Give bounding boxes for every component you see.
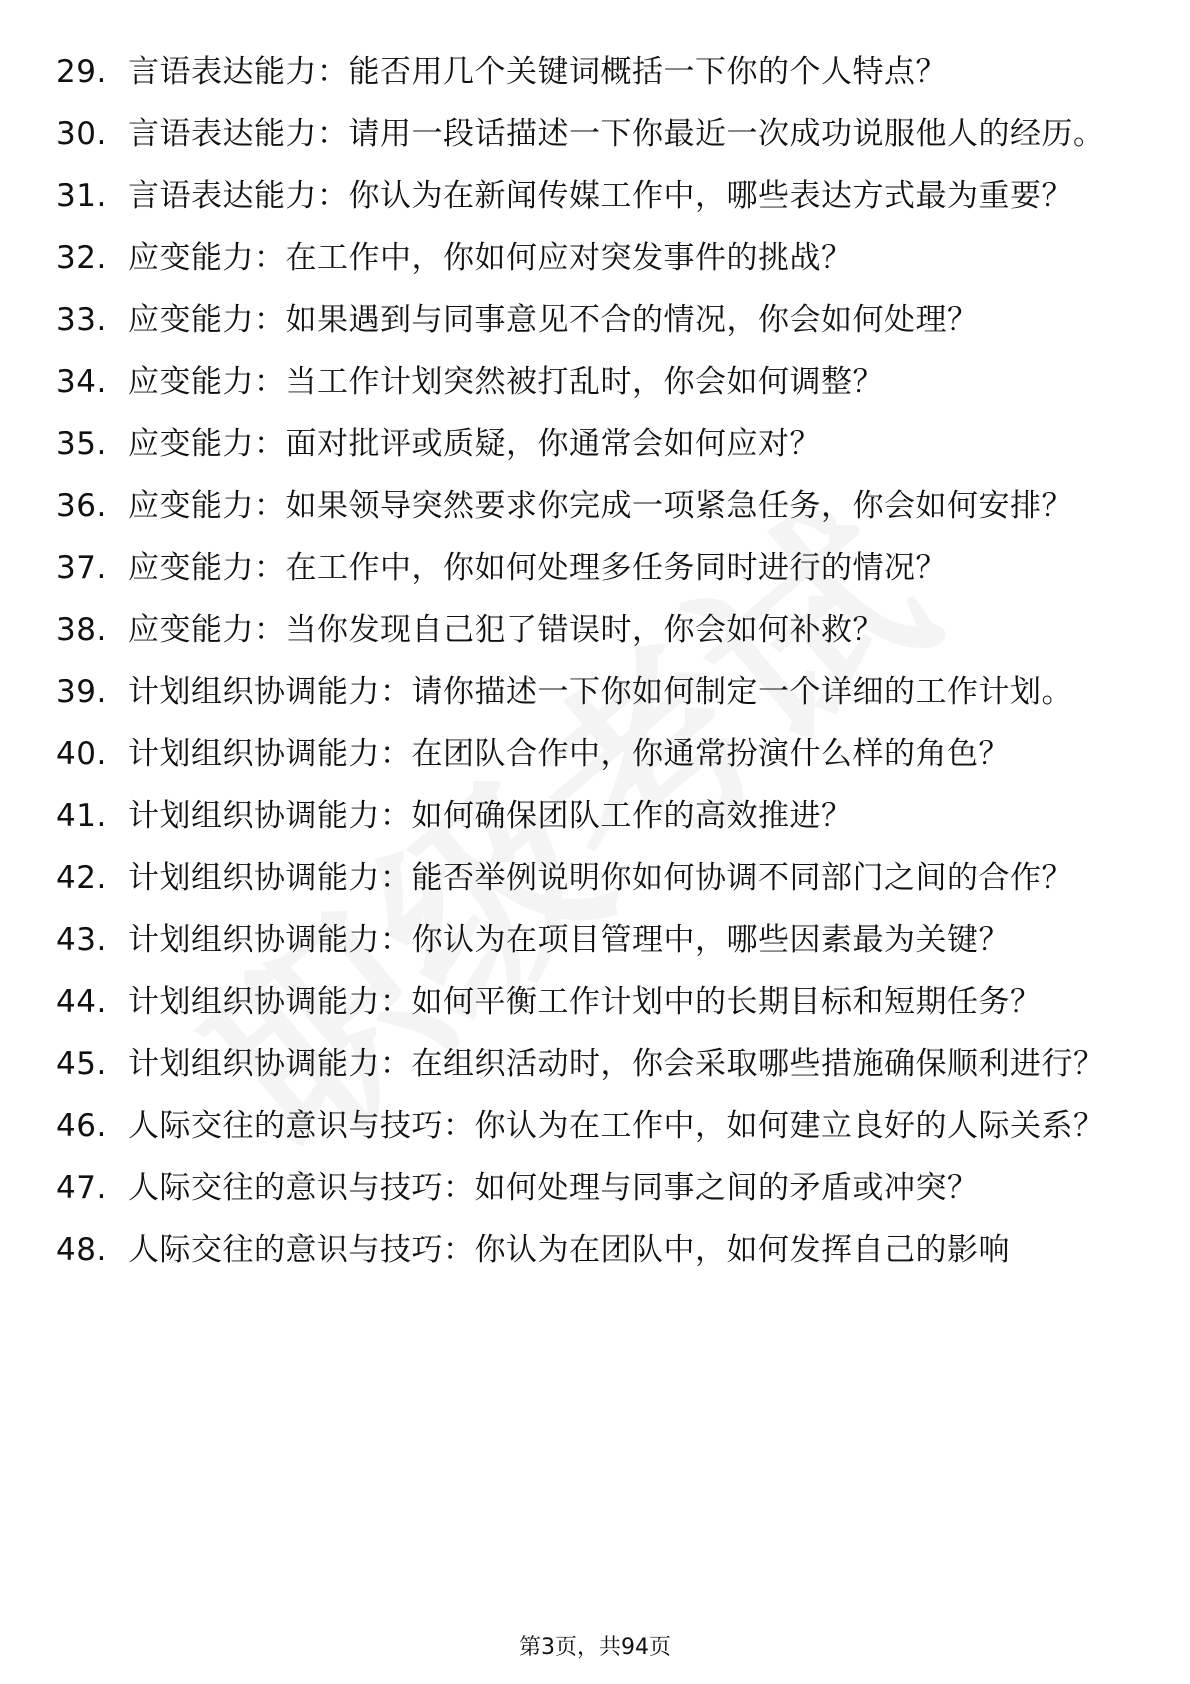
question-number: 33. <box>56 302 107 338</box>
question-text: 言语表达能力：能否用几个关键词概括一下你的个人特点？ <box>128 54 947 90</box>
question-text: 言语表达能力：你认为在新闻传媒工作中，哪些表达方式最为重要？ <box>128 178 1073 214</box>
question-number: 34. <box>56 364 107 400</box>
question-number: 40. <box>56 736 107 772</box>
question-number: 30. <box>56 116 107 152</box>
list-item <box>56 1230 1136 1270</box>
list-item <box>56 486 1136 526</box>
question-number: 37. <box>56 550 107 586</box>
question-number: 47. <box>56 1170 107 1206</box>
question-text: 人际交往的意识与技巧：你认为在团队中，如何发挥自己的影响 <box>128 1232 1010 1268</box>
question-text: 计划组织协调能力：如何平衡工作计划中的长期目标和短期任务？ <box>128 984 1042 1020</box>
question-text: 人际交往的意识与技巧：如何处理与同事之间的矛盾或冲突？ <box>128 1170 979 1206</box>
question-text: 计划组织协调能力：能否举例说明你如何协调不同部门之间的合作？ <box>128 860 1073 896</box>
question-text: 应变能力：在工作中，你如何处理多任务同时进行的情况？ <box>128 550 947 586</box>
question-number: 42. <box>56 860 107 896</box>
question-text: 言语表达能力：请用一段话描述一下你最近一次成功说服他人的经历。 <box>128 116 1105 152</box>
question-number: 32. <box>56 240 107 276</box>
question-number: 35. <box>56 426 107 462</box>
list-item <box>56 176 1136 216</box>
question-text: 计划组织协调能力：如何确保团队工作的高效推进？ <box>128 798 853 834</box>
question-text: 计划组织协调能力：在团队合作中，你通常扮演什么样的角色？ <box>128 736 1010 772</box>
list-item <box>56 858 1136 898</box>
question-number: 38. <box>56 612 107 648</box>
question-text: 计划组织协调能力：请你描述一下你如何制定一个详细的工作计划。 <box>128 674 1073 710</box>
question-text: 人际交往的意识与技巧：你认为在工作中，如何建立良好的人际关系？ <box>128 1108 1105 1144</box>
question-text: 计划组织协调能力：在组织活动时，你会采取哪些措施确保顺利进行？ <box>128 1046 1105 1082</box>
list-item <box>56 920 1136 960</box>
question-text: 应变能力：在工作中，你如何应对突发事件的挑战？ <box>128 240 853 276</box>
question-number: 43. <box>56 922 107 958</box>
question-text: 应变能力：当工作计划突然被打乱时，你会如何调整？ <box>128 364 884 400</box>
list-item <box>56 114 1136 154</box>
question-list <box>56 52 1136 1292</box>
question-text: 应变能力：面对批评或质疑，你通常会如何应对？ <box>128 426 821 462</box>
question-text: 应变能力：如果领导突然要求你完成一项紧急任务，你会如何安排？ <box>128 488 1073 524</box>
question-number: 31. <box>56 178 107 214</box>
question-number: 41. <box>56 798 107 834</box>
list-item <box>56 796 1136 836</box>
list-item <box>56 1106 1136 1146</box>
question-number: 45. <box>56 1046 107 1082</box>
list-item <box>56 300 1136 340</box>
question-text: 计划组织协调能力：你认为在项目管理中，哪些因素最为关键？ <box>128 922 1010 958</box>
list-item <box>56 1044 1136 1084</box>
question-number: 39. <box>56 674 107 710</box>
question-text: 应变能力：如果遇到与同事意见不合的情况，你会如何处理？ <box>128 302 979 338</box>
question-text: 应变能力：当你发现自己犯了错误时，你会如何补救？ <box>128 612 884 648</box>
list-item <box>56 424 1136 464</box>
question-number: 36. <box>56 488 107 524</box>
question-number: 48. <box>56 1232 107 1268</box>
list-item <box>56 362 1136 402</box>
question-number: 29. <box>56 54 107 90</box>
list-item <box>56 52 1136 92</box>
question-number: 46. <box>56 1108 107 1144</box>
list-item <box>56 238 1136 278</box>
list-item <box>56 610 1136 650</box>
page-number-footer: 第3页，共94页 <box>519 1635 671 1660</box>
question-number: 44. <box>56 984 107 1020</box>
list-item <box>56 548 1136 588</box>
list-item <box>56 734 1136 774</box>
list-item <box>56 1168 1136 1208</box>
list-item <box>56 982 1136 1022</box>
list-item <box>56 672 1136 712</box>
